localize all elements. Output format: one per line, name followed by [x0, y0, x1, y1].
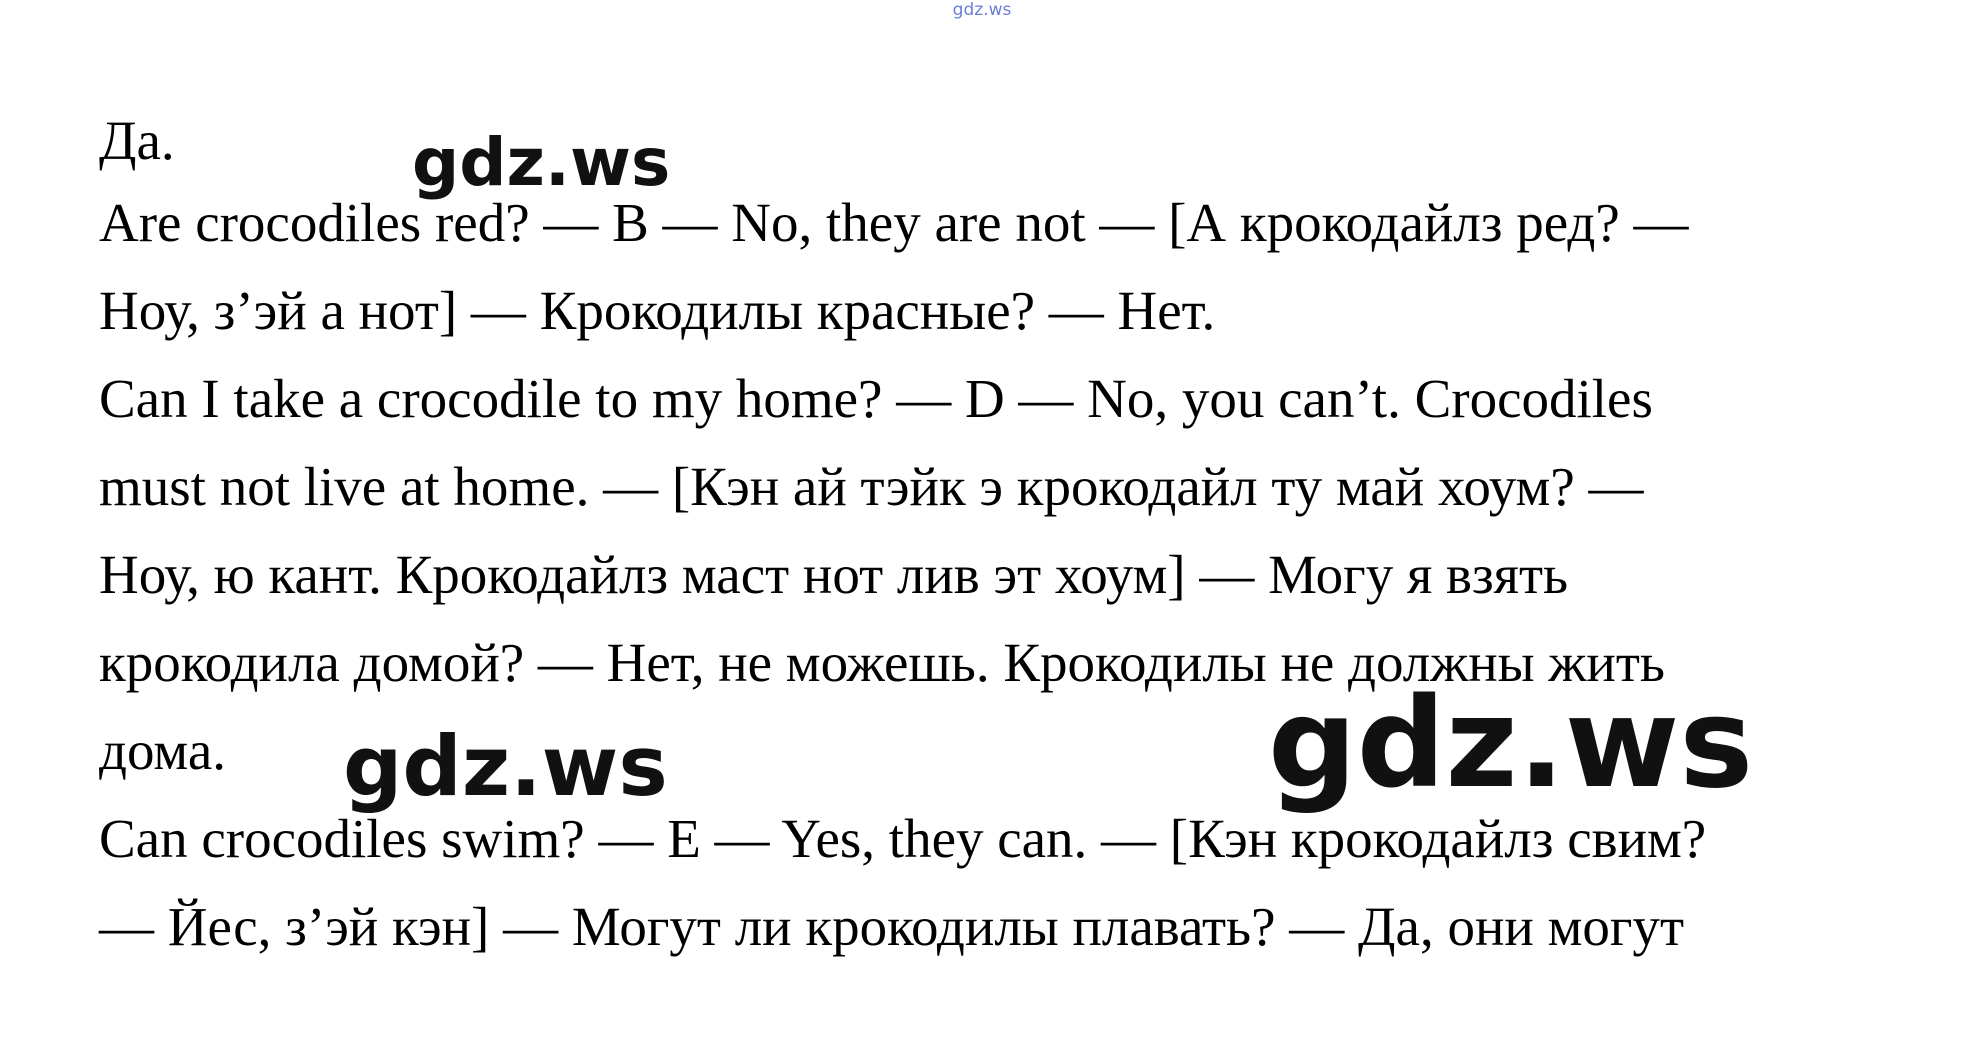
- text-line: крокодила домой? — Нет, не можешь. Крокодилы не должны жить: [99, 632, 1665, 693]
- text-line: must not live at home. — [Кэн ай тэйк э крокодайл ту май хоум? —: [99, 456, 1644, 517]
- site-watermark-top: gdz.ws: [952, 0, 1012, 20]
- watermark-logo: gdz.ws: [412, 124, 671, 201]
- text-line: Ноу, ю кант. Крокодайлз маст нот лив эт хоум] — Могу я взять: [99, 544, 1569, 605]
- watermark-logo-large: gdz.ws: [1268, 672, 1754, 816]
- text-line: — Йес, з’эй кэн] — Могут ли крокодилы плавать? — Да, они могут: [99, 896, 1684, 957]
- text-line: Can I take a crocodile to my home? — D — No, you can’t. Crocodiles: [99, 368, 1653, 429]
- text-line: Are crocodiles red? — B — No, they are not — [А крокодайлз ред? —: [99, 192, 1689, 253]
- text-line: Да.: [99, 110, 175, 171]
- document-body: [99, 103, 1899, 971]
- text-line: Can crocodiles swim? — E — Yes, they can. — [Кэн крокодайлз свим?: [99, 808, 1707, 869]
- text-line: дома.: [99, 720, 227, 781]
- watermark-logo: gdz.ws: [343, 718, 668, 815]
- text-line: Ноу, з’эй а нот] — Крокодилы красные? — Нет.: [99, 280, 1216, 341]
